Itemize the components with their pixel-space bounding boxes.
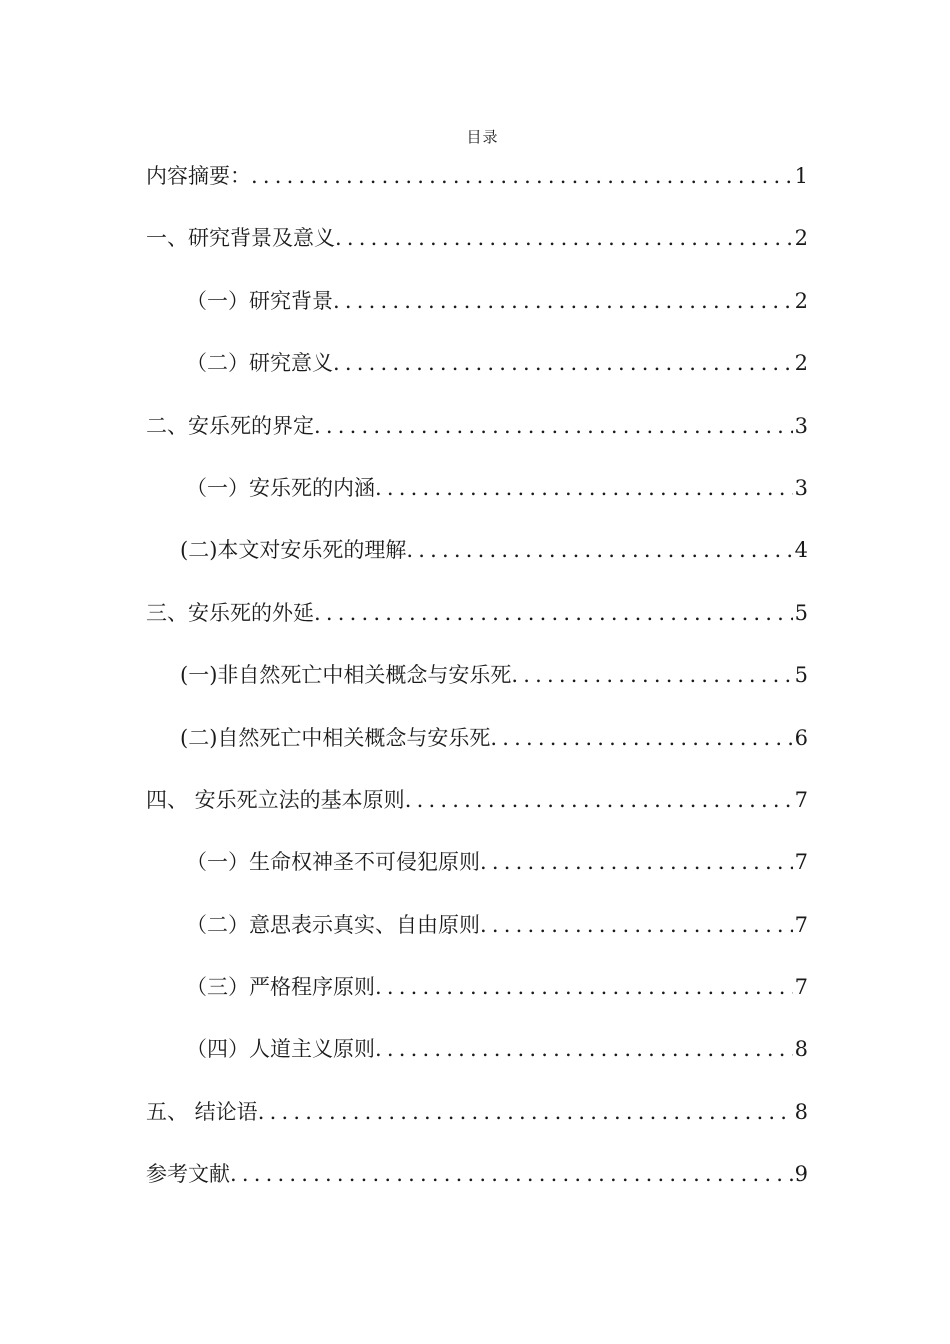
toc-entry[interactable] <box>146 720 808 782</box>
toc-entry-page-number: 7 <box>794 975 808 1000</box>
toc-dot-leader <box>480 844 793 880</box>
toc-entry[interactable] <box>146 408 808 470</box>
toc-entry[interactable] <box>146 220 808 282</box>
toc-list <box>146 158 808 1219</box>
toc-entry[interactable] <box>146 1031 808 1093</box>
toc-dot-leader <box>375 969 793 1005</box>
toc-dot-leader <box>314 595 793 631</box>
toc-entry-page-number: 2 <box>794 288 808 313</box>
toc-dot-leader <box>230 1156 793 1192</box>
toc-entry-page-number: 8 <box>794 1037 808 1062</box>
toc-dot-leader <box>333 283 793 319</box>
toc-dot-leader <box>511 657 792 693</box>
toc-entry[interactable] <box>146 657 808 719</box>
toc-dot-leader <box>258 1094 793 1130</box>
toc-entry-page-number: 4 <box>794 538 808 563</box>
toc-entry-page-number: 3 <box>794 413 808 438</box>
toc-entry[interactable] <box>146 158 808 220</box>
toc-entry-label: 四、 安乐死立法的基本原则 <box>146 787 405 812</box>
toc-entry[interactable] <box>146 844 808 906</box>
toc-entry[interactable] <box>146 283 808 345</box>
toc-entry[interactable] <box>146 532 808 594</box>
toc-entry-label: （一）研究背景 <box>186 288 333 313</box>
toc-entry-page-number: 6 <box>794 725 808 750</box>
toc-entry-label: 五、 结论语 <box>146 1099 258 1124</box>
toc-dot-leader <box>480 907 793 943</box>
toc-entry-page-number: 3 <box>794 475 808 500</box>
toc-entry-page-number: 8 <box>794 1099 808 1124</box>
toc-dot-leader <box>375 1031 793 1067</box>
toc-entry-label: 一、研究背景及意义 <box>146 226 335 251</box>
toc-dot-leader <box>375 470 793 506</box>
toc-entry-label: （二）研究意义 <box>186 351 333 376</box>
toc-entry-label: 三、安乐死的外延 <box>146 600 314 625</box>
toc-entry-label: 二、安乐死的界定 <box>146 413 314 438</box>
toc-dot-leader <box>490 720 792 756</box>
toc-dot-leader <box>333 345 793 381</box>
toc-entry-label: （一）生命权神圣不可侵犯原则 <box>186 850 480 875</box>
toc-entry[interactable] <box>146 1156 808 1218</box>
toc-entry-page-number: 5 <box>794 663 808 688</box>
toc-entry-page-number: 7 <box>794 850 808 875</box>
toc-entry-page-number: 2 <box>794 226 808 251</box>
toc-entry-page-number: 1 <box>794 164 808 188</box>
toc-dot-leader <box>406 532 792 568</box>
toc-dot-leader <box>314 408 793 444</box>
toc-entry[interactable] <box>146 907 808 969</box>
toc-entry[interactable] <box>146 595 808 657</box>
toc-entry-label: （三）严格程序原则 <box>186 975 375 1000</box>
toc-title: 目录 <box>466 128 499 146</box>
toc-entry-page-number: 2 <box>794 351 808 376</box>
toc-entry[interactable] <box>146 969 808 1031</box>
toc-entry-page-number: 9 <box>794 1162 808 1187</box>
toc-entry-page-number: 5 <box>794 600 808 625</box>
toc-entry-page-number: 7 <box>794 787 808 812</box>
toc-entry-label: 参考文献 <box>146 1162 230 1187</box>
toc-entry-label: 内容摘要： <box>146 164 251 188</box>
toc-dot-leader <box>251 158 793 194</box>
toc-entry-label: (一)非自然死亡中相关概念与安乐死 <box>180 663 512 688</box>
toc-entry-label: （一）安乐死的内涵 <box>186 475 375 500</box>
toc-dot-leader <box>405 782 793 818</box>
toc-entry[interactable] <box>146 470 808 532</box>
toc-dot-leader <box>335 220 793 256</box>
toc-entry-label: (二)自然死亡中相关概念与安乐死 <box>180 725 491 750</box>
toc-entry[interactable] <box>146 1094 808 1156</box>
toc-entry[interactable] <box>146 345 808 407</box>
toc-entry[interactable] <box>146 782 808 844</box>
toc-entry-label: （二）意思表示真实、自由原则 <box>186 912 480 937</box>
toc-entry-page-number: 7 <box>794 912 808 937</box>
toc-entry-label: （四）人道主义原则 <box>186 1037 375 1062</box>
toc-entry-label: (二)本文对安乐死的理解 <box>180 538 407 563</box>
